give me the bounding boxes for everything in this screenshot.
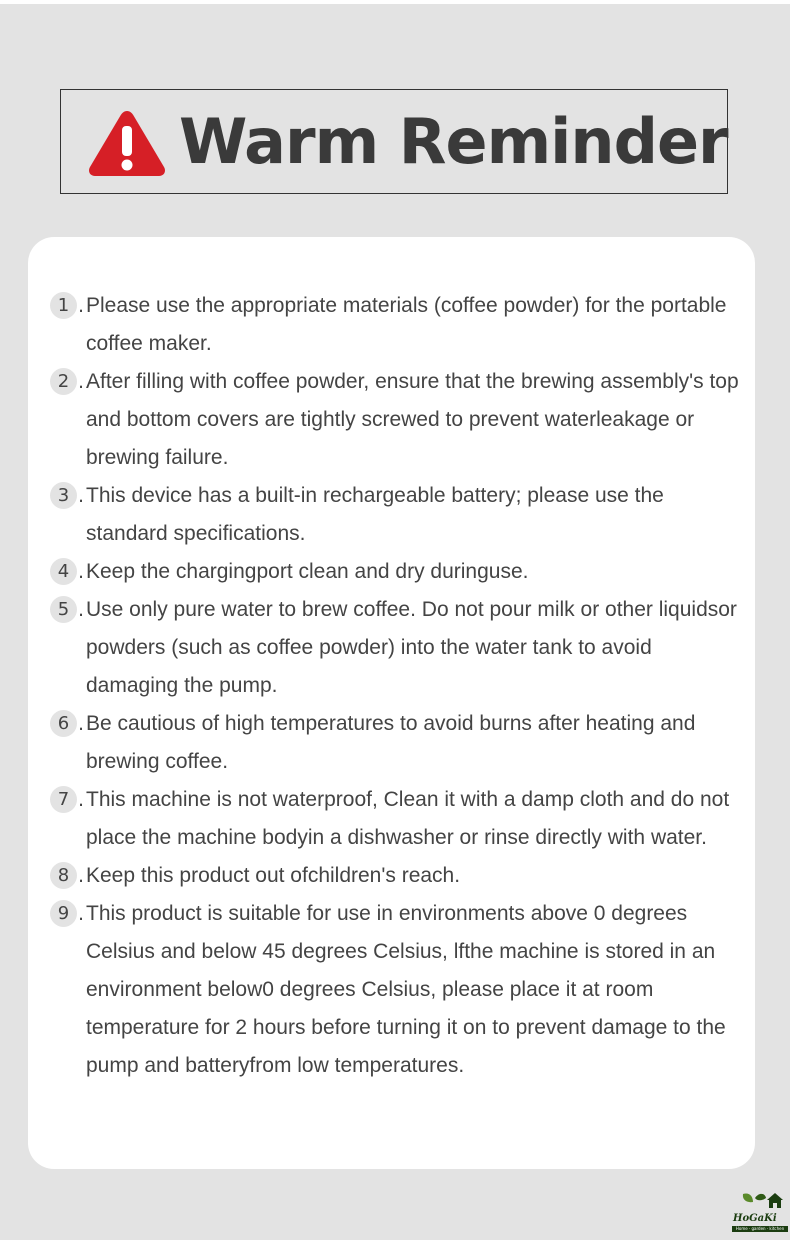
item-number [50,553,86,591]
reminder-item [50,705,740,781]
item-number [50,781,86,819]
title-banner [60,89,728,194]
page-background [0,4,790,1240]
item-number-dot: . [78,485,85,507]
item-number-dot: . [78,789,85,811]
item-number-badge: 9 [50,900,77,927]
item-number-dot: . [78,561,85,583]
page-title: Warm Reminder [179,105,728,178]
item-number-badge: 3 [50,482,77,509]
item-number [50,287,86,325]
reminder-card [28,237,755,1169]
item-text: Keep the chargingport clean and dry duringuse. [86,560,529,583]
reminder-item [50,477,740,553]
item-text: After filling with coffee powder, ensure that the brewing assembly's top and bottom covers are tightly screwed to prevent waterleakage or brewing failure. [86,370,739,469]
item-text: This device has a built-in rechargeable battery; please use the standard specifications. [86,484,664,545]
logo-tagline: Home · garden · kitchen [732,1226,788,1232]
reminder-item [50,591,740,705]
reminder-list [50,287,740,1085]
item-number-badge: 6 [50,710,77,737]
item-number-dot: . [78,599,85,621]
reminder-item [50,287,740,363]
item-number-badge: 1 [50,292,77,319]
item-text: This product is suitable for use in environments above 0 degrees Celsius and below 45 degrees Celsius, lfthe machine is stored in an environment below0 degrees Celsius, please place it at room temperature for 2 hours before turning it on to prevent damage to the pump and batteryfrom low temperatures. [86,902,726,1077]
item-number [50,895,86,933]
item-number [50,591,86,629]
item-number-dot: . [78,371,85,393]
item-text: Use only pure water to brew coffee. Do not pour milk or other liquidsor powders (such as coffee powder) into the water tank to avoid damaging the pump. [86,598,737,697]
item-number [50,705,86,743]
item-text: Be cautious of high temperatures to avoid burns after heating and brewing coffee. [86,712,696,773]
item-number-badge: 8 [50,862,77,889]
reminder-item [50,895,740,1085]
item-number-dot: . [78,865,85,887]
item-number [50,477,86,515]
item-text: This machine is not waterproof, Clean it with a damp cloth and do not place the machine bodyin a dishwasher or rinse directly with water. [86,788,730,849]
item-number-badge: 7 [50,786,77,813]
warning-triangle-icon [87,108,167,178]
item-number-badge: 4 [50,558,77,585]
reminder-item [50,857,740,895]
reminder-item [50,781,740,857]
item-number-dot: . [78,903,85,925]
item-number-dot: . [78,713,85,735]
item-text: Keep this product out ofchildren's reach. [86,864,461,887]
item-text: Please use the appropriate materials (coffee powder) for the portable coffee maker. [86,294,727,355]
item-number-badge: 5 [50,596,77,623]
item-number [50,857,86,895]
item-number-dot: . [78,295,85,317]
item-number [50,363,86,401]
reminder-item [50,363,740,477]
reminder-item [50,553,740,591]
item-number-badge: 2 [50,368,77,395]
logo-wordmark: HoGaKi [733,1213,777,1224]
